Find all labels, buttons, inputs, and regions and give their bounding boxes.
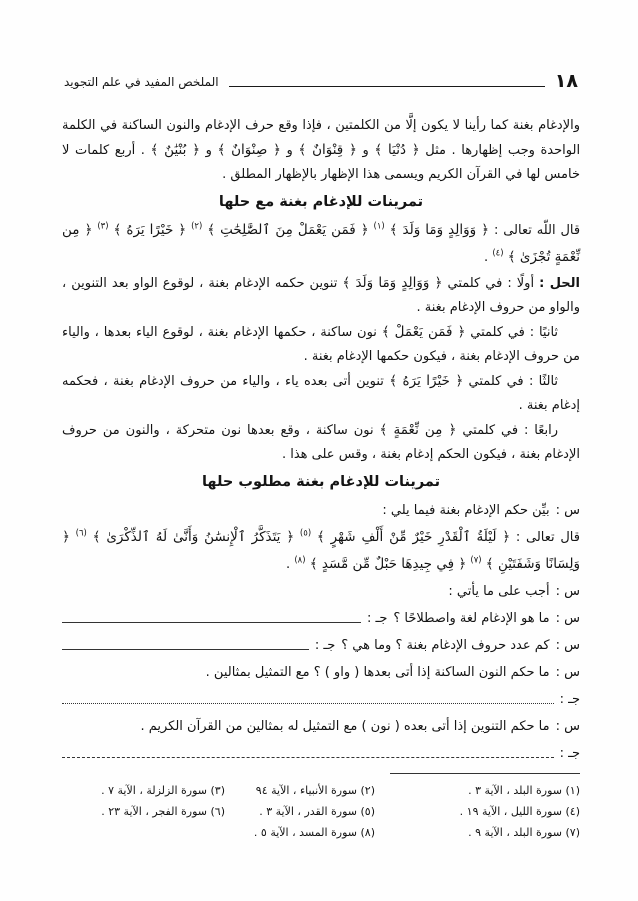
verses-end: . <box>484 250 489 265</box>
quran-verse: ﴿ فِي جِيدِهَا حَبْلٌ مِّن مَّسَدٍ ﴾ <box>309 556 467 572</box>
solution-lead: في كلمتي <box>462 423 519 438</box>
quran-quote: ﴿ وَوَالِدٍ وَمَا وَلَدَ ﴾ <box>342 275 443 291</box>
question-label: س : <box>555 503 580 518</box>
section-heading-unsolved: تمرينات للإدغام بغنة مطلوب حلها <box>201 474 441 490</box>
solution-lead: في كلمتي <box>468 374 524 389</box>
quran-verse: ﴿ وَلِسَانًا وَشَفَتَيْنِ ﴾ <box>62 529 580 572</box>
question-label: س : <box>555 584 580 599</box>
footnote: (٤) سورة الليل ، الآية ١٩ . <box>459 805 580 818</box>
solution-label: الحل : <box>539 276 581 291</box>
footnote: (٣) سورة الزلزلة ، الآية ٧ . <box>101 784 225 797</box>
footnote: (٦) سورة الفجر ، الآية ٢٣ . <box>101 805 225 818</box>
quran-quote: ﴿ فَمَن يَعْمَلْ ﴾ <box>381 324 466 340</box>
footnote-ref: (١) <box>373 221 385 232</box>
conjunction: و <box>362 143 369 158</box>
footnote-ref: (٤) <box>492 248 504 259</box>
unsolved-verses-paragraph <box>62 524 580 578</box>
answer-row-3 <box>62 686 580 713</box>
solution-4 <box>62 418 580 467</box>
question-label: س : <box>555 611 580 626</box>
quran-verse: ﴿ لَيْلَةُ ٱلْقَدْرِ خَيْرٌ مِّنْ أَلْفِ شَهْرٍ ﴾ <box>316 529 511 545</box>
footnote: (٧) سورة البلد ، الآية ٩ . <box>468 826 580 839</box>
quran-quote: ﴿ خَيْرًا يَرَهُ ﴾ <box>389 373 464 389</box>
solution-lead: في كلمتي <box>447 276 503 291</box>
question-label: س : <box>555 719 580 734</box>
quran-example: ﴿ دُنْيَا ﴾ <box>374 142 420 158</box>
book-title: الملخص المفيد في علم التجويد <box>64 75 219 89</box>
solution-ordinal: ثانيًا : <box>529 325 559 340</box>
answer-instruction-text: أجب على ما يأتي : <box>448 584 550 599</box>
solution-1 <box>62 271 580 320</box>
footnote-ref: (٥) <box>299 528 312 539</box>
question-text: ما حكم التنوين إذا أتى بعده ( نون ) مع التمثيل له بمثالين من القرآن الكريم . <box>140 719 550 734</box>
instruction-text: بيِّن حكم الإدغام بغنة فيما يلي : <box>382 503 550 518</box>
quran-verse: ﴿ يَتَذَكَّرُ ٱلْإِنسَٰنُ وَأَنَّىٰ لَهُ ٱلذِّكْرَىٰ ﴾ <box>92 529 295 545</box>
intro-text: والإدغام بغنة كما رأينا لا يكون إلَّا من الكلمتين ، فإذا وقع حرف الإدغام والنون الساكنة في الكلمة الواحدة وجب إظهارها . مثل <box>62 118 581 158</box>
verses-prompt: قال اللّه تعالى : <box>493 223 581 238</box>
solution-3 <box>62 369 580 418</box>
page-number: ١٨ <box>554 70 578 92</box>
footnote: (١) سورة البلد ، الآية ٣ . <box>468 784 580 797</box>
solution-2 <box>62 320 580 369</box>
answer-blank-line <box>62 757 554 758</box>
answer-label: جـ : <box>314 638 336 653</box>
solved-verses-paragraph <box>62 217 580 271</box>
header-rule <box>229 86 545 87</box>
footnote-grid <box>62 780 580 843</box>
question-text: ما حكم النون الساكنة إذا أتى بعدها ( واو ) ؟ مع التمثيل بمثالين . <box>205 665 550 680</box>
quran-example: ﴿ قِنْوَانٌ ﴾ <box>298 142 357 158</box>
answer-instruction-row <box>62 578 580 605</box>
footnote: (٥) سورة القدر ، الآية ٣ . <box>259 805 375 818</box>
solution-ordinal: أولًا : <box>507 276 535 291</box>
footnote-ref: (٢) <box>191 221 203 232</box>
instruction-row <box>62 497 580 524</box>
footnotes <box>62 767 580 843</box>
footnote-ref: (٦) <box>75 528 87 539</box>
quran-verse: ﴿ مِن نِّعْمَةٍ تُجْزَىٰ ﴾ <box>62 222 580 265</box>
quran-verse: ﴿ فَمَن يَعْمَلْ مِنَ ٱلصَّٰلِحَٰتِ ﴾ <box>207 222 369 238</box>
page-content <box>62 114 581 839</box>
question-text: كم عدد حروف الإدغام بغنة ؟ وما هي ؟ <box>341 638 550 653</box>
answer-blank-line <box>62 649 309 650</box>
footnote-ref: (٣) <box>97 221 109 232</box>
answer-label: جـ : <box>367 611 388 626</box>
solution-ordinal: ثالثًا : <box>528 374 559 389</box>
quran-verse: ﴿ خَيْرًا يَرَهُ ﴾ <box>113 222 187 238</box>
section-heading-solved: تمرينات للإدغام بغنة مع حلها <box>218 194 424 210</box>
answer-blank-line <box>62 703 554 704</box>
solution-text: نون ساكنة ، حكمها الإدغام بغنة ، لوقوع الياء بعدها ، والياء من حروف الإدغام بغنة ، فيكون حكمها الإدغام بغنة . <box>62 325 580 364</box>
footnote-ref: (٨) <box>294 555 306 566</box>
solution-ordinal: رابعًا : <box>523 423 558 438</box>
quran-verse: ﴿ وَوَالِدٍ وَمَا وَلَدَ ﴾ <box>389 222 490 238</box>
conjunction: و <box>205 143 212 158</box>
solution-text: نون ساكنة ، وقع بعدها نون متحركة ، والنون من حروف الإدغام بغنة ، فيكون الحكم إدغام بغنة ، وقس على هذا . <box>62 423 580 462</box>
question-label: س : <box>555 665 580 680</box>
question-row-1 <box>62 605 580 632</box>
intro-paragraph <box>62 114 580 187</box>
running-header <box>64 68 578 92</box>
quran-example: ﴿ صِنْوَانٌ ﴾ <box>217 142 281 158</box>
solution-lead: في كلمتي <box>470 325 525 340</box>
solution-text: تنوين أتى بعده ياء ، والياء من حروف الإدغام بغنة ، فحكمه إدغام بغنة . <box>62 374 580 413</box>
quran-example: ﴿ بُنْيَٰنٌ ﴾ <box>150 142 200 158</box>
verses-prompt: قال تعالى : <box>515 530 580 545</box>
footnote: (٢) سورة الأنبياء ، الآية ٩٤ <box>255 784 375 797</box>
intro-text-end: . أربع كلمات لا خامس لها في القرآن الكريم ويسمى هذا الإظهار بالإظهار المطلق . <box>62 143 580 182</box>
conjunction: و <box>286 143 293 158</box>
solution-text: تنوين حكمه الإدغام بغنة ، لوقوع الواو بعد التنوين ، والواو من حروف الإدغام بغنة . <box>62 276 580 315</box>
question-row-3 <box>62 659 580 686</box>
footnote-separator <box>390 773 580 774</box>
footnote: (٨) سورة المسد ، الآية ٥ . <box>253 826 375 839</box>
answer-blank-line <box>62 622 361 623</box>
question-text: ما هو الإدغام لغة واصطلاحًا ؟ <box>393 611 550 626</box>
footnote-ref: (٧) <box>470 555 482 566</box>
question-label: س : <box>555 638 580 653</box>
quran-quote: ﴿ مِن نِّعْمَةٍ ﴾ <box>379 422 457 438</box>
verses-end: . <box>286 557 291 572</box>
question-row-2 <box>62 632 580 659</box>
answer-label: جـ : <box>559 746 580 761</box>
answer-row-4 <box>62 740 580 767</box>
answer-label: جـ : <box>559 692 580 707</box>
question-row-4 <box>62 713 580 740</box>
